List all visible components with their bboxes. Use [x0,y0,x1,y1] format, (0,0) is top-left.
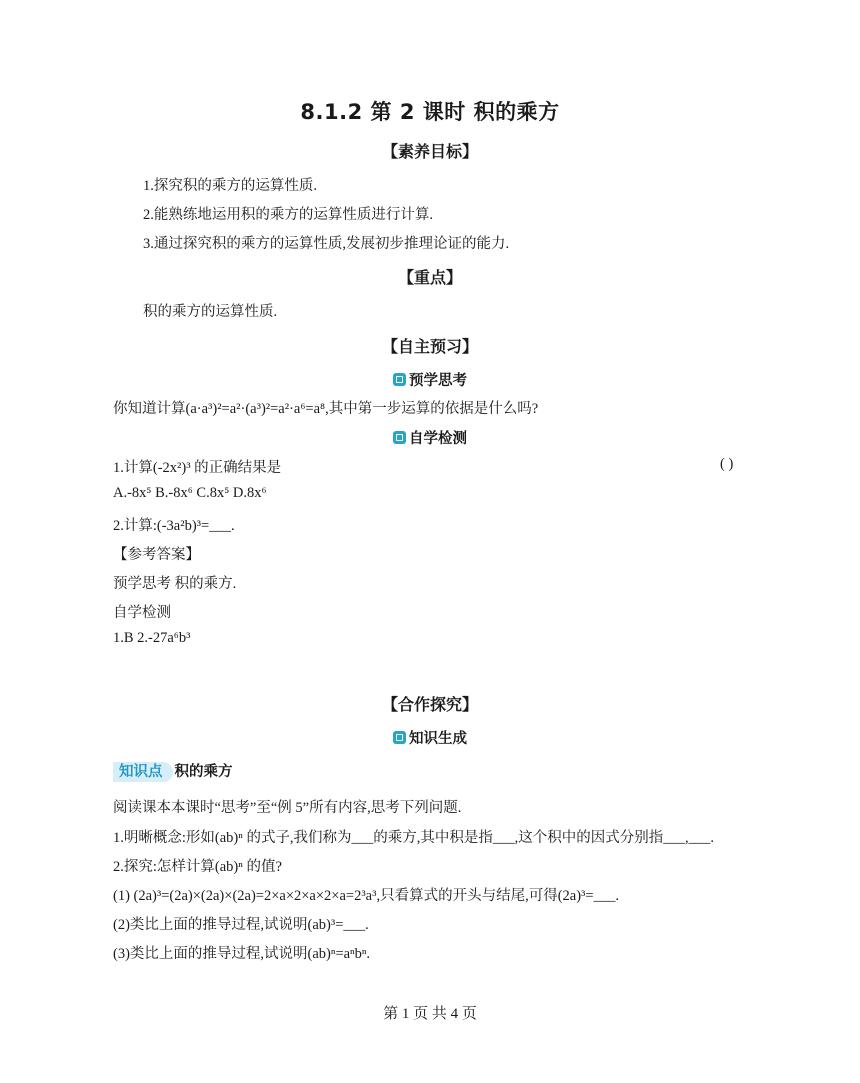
answer-heading: 【参考答案】 [113,547,200,563]
problem-2-part-1: (1) (2a)³=(2a)×(2a)×(2a)=2×a×2×a×2×a=2³a³,只看算式的开头与结尾,可得(2a)³=___. [113,888,619,904]
read-instruction: 阅读课本本课时“思考”至“例 5”所有内容,思考下列问题. [113,800,462,816]
knowledge-point-tag: 知识点 [113,762,173,782]
square-badge-icon [393,431,406,444]
coop-heading: 【合作探究】 [381,695,478,714]
goal-item: 2.能熟练地运用积的乘方的运算性质进行计算. [143,207,433,223]
page-footer: 第 1 页 共 4 页 [383,1006,477,1022]
problem-2-part-2: (2)类比上面的推导过程,试说明(ab)³=___. [113,917,369,933]
preview-think-text: 你知道计算(a·a³)²=a²·(a³)²=a²·a⁶=a⁸,其中第一步运算的依据是什么吗? [113,401,539,417]
knowledge-point-title: 积的乘方 [174,764,233,780]
square-badge-icon [393,373,406,386]
problem-2: 2.探究:怎样计算(ab)ⁿ 的值? [113,859,282,875]
goals-heading: 【素养目标】 [381,142,478,161]
key-text: 积的乘方的运算性质. [143,304,278,320]
answer-parentheses: ( ) [720,456,734,472]
self-test-subheading [0,427,860,448]
knowledge-subheading [0,727,860,748]
question-2: 2.计算:(-3a²b)³=___. [113,518,235,534]
square-badge-icon [393,731,406,744]
key-heading: 【重点】 [397,268,462,287]
answer-think: 预学思考 积的乘方. [113,576,237,592]
problem-1: 1.明晰概念:形如(ab)ⁿ 的式子,我们称为___的乘方,其中积是指___,这个积中的因式分别指___,___. [113,830,715,846]
preview-think-subheading [0,369,860,390]
answer-test: 1.B 2.-27a⁶b³ [113,630,191,646]
preview-heading: 【自主预习】 [381,337,478,356]
question-1: 1.计算(-2x²)³ 的正确结果是 [113,460,282,476]
question-1-options: A.-8x⁵ B.-8x⁶ C.8x⁵ D.8x⁶ [113,485,267,501]
problem-2-part-3: (3)类比上面的推导过程,试说明(ab)ⁿ=aⁿbⁿ. [113,946,371,962]
answer-test-label: 自学检测 [113,605,171,621]
goal-item: 1.探究积的乘方的运算性质. [143,178,317,194]
subheading-label: 自学检测 [409,431,467,447]
page-title: 8.1.2 第 2 课时 积的乘方 [300,100,560,124]
subheading-label: 预学思考 [409,373,467,389]
goal-item: 3.通过探究积的乘方的运算性质,发展初步推理论证的能力. [143,236,510,252]
knowledge-point [113,760,233,782]
subheading-label: 知识生成 [409,731,467,747]
